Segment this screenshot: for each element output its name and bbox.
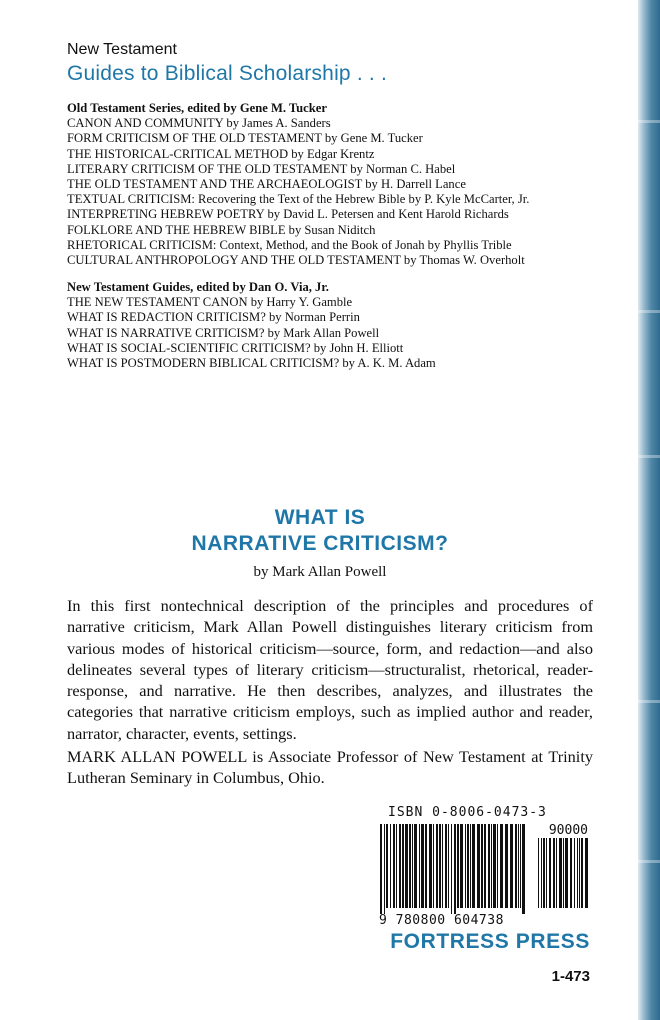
barcode-addon-bar <box>577 838 578 908</box>
barcode-addon-bar <box>556 838 557 908</box>
author-bio: MARK ALLAN POWELL is Associate Professor of New Testament at Trinity Lutheran Seminary in Columbus, Ohio. <box>67 747 593 788</box>
barcode-bar <box>472 824 475 908</box>
spine-streak <box>638 455 660 458</box>
catalog-code: 1-473 <box>551 968 590 985</box>
barcode-bar <box>380 824 382 914</box>
spine-streak <box>638 700 660 703</box>
barcode-bar <box>493 824 496 908</box>
barcode-bar <box>505 824 508 908</box>
barcode <box>378 822 590 914</box>
barcode-addon-bar <box>579 838 580 908</box>
barcode-bar <box>488 824 490 908</box>
barcode-bar <box>520 824 521 908</box>
series-label: New Testament <box>67 41 177 58</box>
barcode-addon-bar <box>553 838 555 908</box>
barcode-bar <box>500 824 503 908</box>
barcode-bar <box>419 824 420 908</box>
barcode-graphic <box>378 822 590 914</box>
barcode-bar <box>470 824 471 908</box>
barcode-bar <box>442 824 443 908</box>
barcode-bar <box>425 824 427 908</box>
old-testament-heading: Old Testament Series, edited by Gene M. Tucker <box>67 101 327 115</box>
new-testament-heading: New Testament Guides, edited by Dan O. Via, Jr. <box>67 280 329 294</box>
barcode-addon-bar <box>543 838 545 908</box>
spine-streak <box>638 860 660 863</box>
barcode-bar <box>436 824 438 908</box>
spine-edge <box>638 0 660 1020</box>
barcode-addon-digits: 90000 <box>548 823 588 838</box>
barcode-digits: 9 780800 604738 <box>379 913 504 928</box>
list-item: LITERARY CRITICISM OF THE OLD TESTAMENT by Norman C. Habel <box>67 161 456 176</box>
list-item: INTERPRETING HEBREW POETRY by David L. Petersen and Kent Harold Richards <box>67 207 509 222</box>
spine-streak <box>638 310 660 313</box>
barcode-bar <box>429 824 432 908</box>
barcode-bar <box>515 824 517 908</box>
barcode-bar <box>384 824 385 914</box>
book-title-line-1: WHAT IS <box>274 506 366 529</box>
barcode-addon-bar <box>549 838 551 908</box>
barcode-bar <box>454 824 456 914</box>
barcode-addon-bar <box>570 838 572 908</box>
barcode-bar <box>386 824 388 908</box>
barcode-bar <box>451 824 452 914</box>
barcode-bar <box>396 824 397 908</box>
barcode-bar <box>445 824 447 908</box>
spine-streak <box>638 120 660 123</box>
list-item: CANON AND COMMUNITY by James A. Sanders <box>67 116 331 131</box>
barcode-bar <box>409 824 411 908</box>
list-item: WHAT IS POSTMODERN BIBLICAL CRITICISM? by A. K. M. Adam <box>67 356 436 371</box>
barcode-bar <box>522 824 525 914</box>
list-item: FOLKLORE AND THE HEBREW BIBLE by Susan Niditch <box>67 222 376 237</box>
series-title: Guides to Biblical Scholarship . . . <box>67 62 388 85</box>
list-item: FORM CRITICISM OF THE OLD TESTAMENT by Gene M. Tucker <box>67 131 423 146</box>
book-title <box>0 505 640 557</box>
barcode-addon-bar <box>574 838 575 908</box>
barcode-bar <box>414 824 417 908</box>
barcode-bar <box>481 824 483 908</box>
barcode-bar <box>402 824 404 908</box>
list-item: TEXTUAL CRITICISM: Recovering the Text of the Hebrew Bible by P. Kyle McCarter, Jr. <box>67 192 530 207</box>
barcode-addon-bar <box>565 838 568 908</box>
isbn-label: ISBN 0-8006-0473-3 <box>388 805 547 820</box>
barcode-bar <box>484 824 486 908</box>
new-testament-guides-list <box>67 280 436 371</box>
barcode-bar <box>405 824 408 908</box>
barcode-bar <box>510 824 513 908</box>
barcode-bar <box>412 824 413 908</box>
barcode-addon-bar <box>563 838 564 908</box>
list-item: THE OLD TESTAMENT AND THE ARCHAEOLOGIST by H. Darrell Lance <box>67 177 466 192</box>
list-item: WHAT IS SOCIAL-SCIENTIFIC CRITICISM? by John H. Elliott <box>67 340 404 355</box>
list-item: WHAT IS REDACTION CRITICISM? by Norman Perrin <box>67 310 360 325</box>
barcode-bar <box>467 824 469 908</box>
barcode-bar <box>497 824 498 908</box>
barcode-bar <box>460 824 463 908</box>
barcode-bar <box>439 824 441 908</box>
list-item: THE NEW TESTAMENT CANON by Harry Y. Gamble <box>67 295 353 310</box>
barcode-bar <box>465 824 466 908</box>
barcode-bar <box>390 824 391 908</box>
barcode-bar <box>477 824 480 908</box>
barcode-bar <box>433 824 434 908</box>
barcode-addon-bar <box>581 838 583 908</box>
list-item: WHAT IS NARRATIVE CRITICISM? by Mark Allan Powell <box>67 325 380 340</box>
barcode-bar <box>457 824 459 908</box>
barcode-addon-bar <box>538 838 539 908</box>
barcode-bar <box>491 824 492 908</box>
barcode-bar <box>518 824 519 908</box>
barcode-addon-bar <box>546 838 547 908</box>
book-description: In this first nontechnical description of the principles and procedures of narrative criticism, Mark Allan Powell distinguishes literary criticism from various modes of historical criticism—source, form, and redaction—and also delineates several types of literary criticism—structuralist, rhetorical, reader-response, and narrative. He then describes, analyzes, and illustrates the categories that narrative criticism employs, such as implied author and reader, narrator, character, events, settings. <box>67 596 593 743</box>
publisher-name: FORTRESS PRESS <box>390 930 590 953</box>
barcode-bar <box>399 824 401 908</box>
author-byline: by Mark Allan Powell <box>253 564 387 580</box>
book-title-line-2: NARRATIVE CRITICISM? <box>191 532 449 555</box>
barcode-addon-bar <box>541 838 542 908</box>
list-item: THE HISTORICAL-CRITICAL METHOD by Edgar Krentz <box>67 146 375 161</box>
list-item: CULTURAL ANTHROPOLOGY AND THE OLD TESTAMENT by Thomas W. Overholt <box>67 253 525 268</box>
barcode-bar <box>421 824 424 908</box>
list-item: RHETORICAL CRITICISM: Context, Method, and the Book of Jonah by Phyllis Trible <box>67 237 512 252</box>
barcode-bar <box>393 824 395 908</box>
barcode-addon-bar <box>585 838 588 908</box>
old-testament-series-list <box>67 101 529 268</box>
barcode-bar <box>448 824 449 908</box>
barcode-addon-bar <box>559 838 562 908</box>
